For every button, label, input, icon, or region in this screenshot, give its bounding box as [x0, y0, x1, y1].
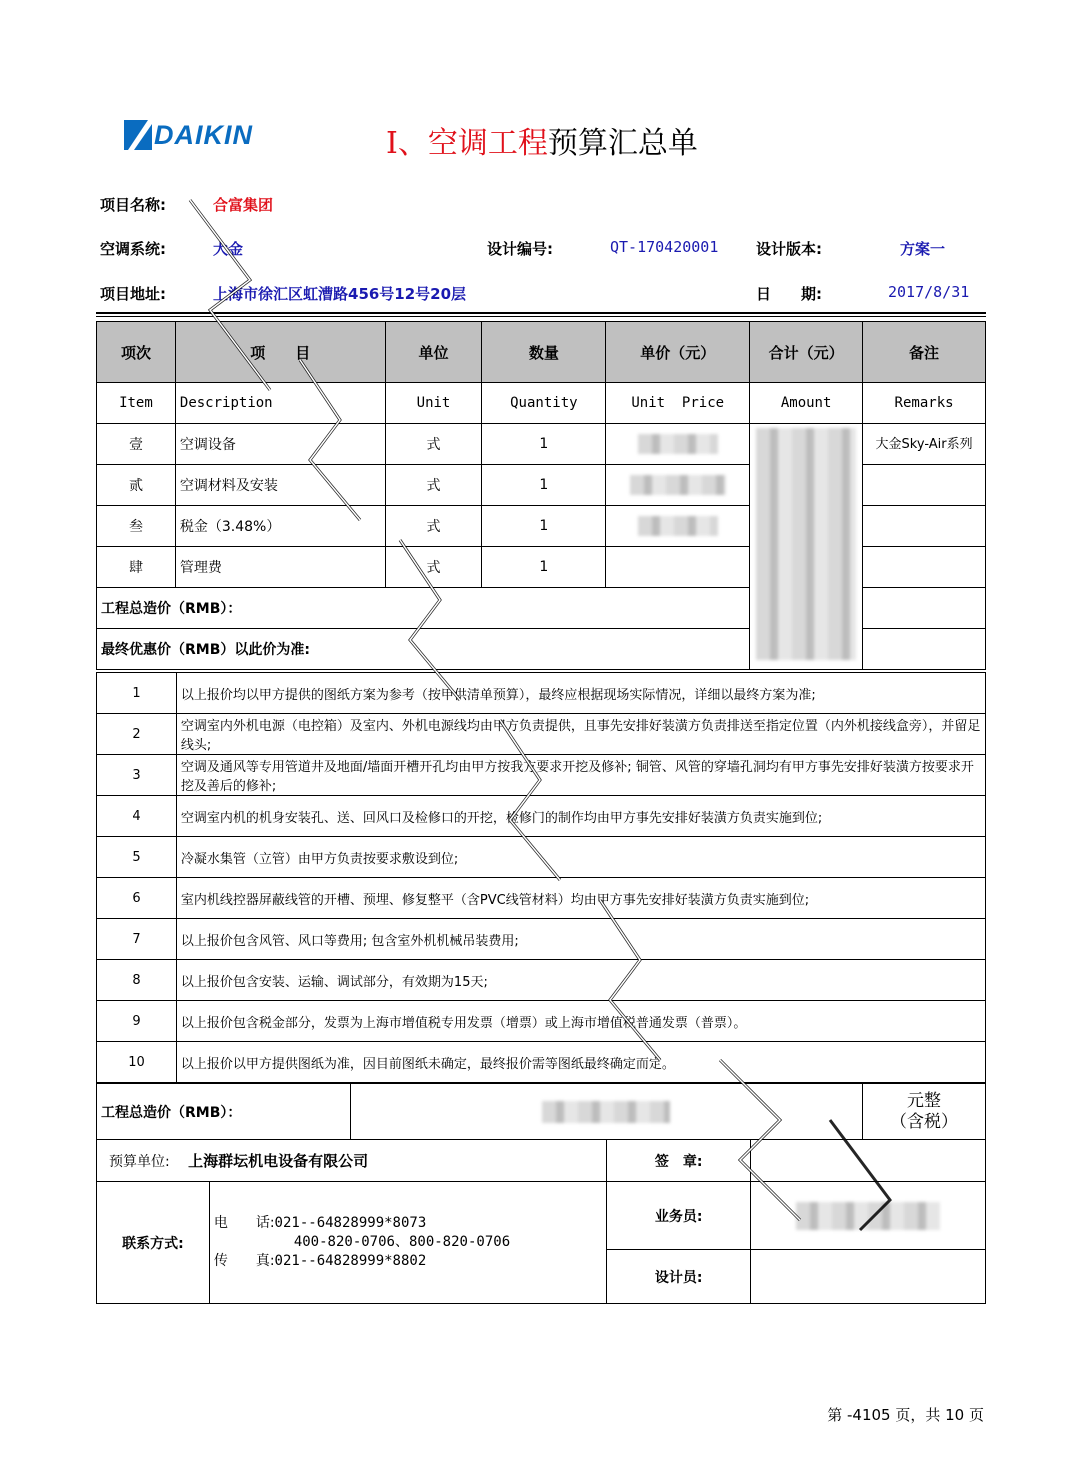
term-no: 3	[97, 755, 177, 796]
title-prefix: Ⅰ、空调工程	[386, 126, 548, 161]
row-unit: 式	[385, 424, 482, 465]
project-name-label: 项目名称:	[100, 196, 166, 214]
design-no-label: 设计编号:	[487, 240, 553, 258]
sales-redacted	[751, 1182, 986, 1250]
budget-unit-cell	[97, 1140, 607, 1182]
row-item: 壹	[97, 424, 176, 465]
system-label: 空调系统:	[100, 240, 166, 258]
header-en-qty: Quantity	[482, 383, 606, 424]
row-unit-price	[606, 547, 750, 588]
designer-label: 设计员:	[607, 1250, 751, 1304]
designer-cell	[751, 1250, 986, 1304]
fax: 021--64828999*8802	[274, 1253, 427, 1269]
term-no: 8	[97, 960, 177, 1001]
header-desc: 项 目	[175, 322, 385, 383]
summary-unit-2: （含税）	[890, 1111, 959, 1132]
table-header-cn	[97, 322, 986, 383]
header-amount: 合计（元）	[750, 322, 863, 383]
stamp-cell	[751, 1140, 986, 1182]
terms-table	[96, 672, 986, 1083]
stamp-label: 签 章:	[607, 1140, 751, 1182]
final-remarks	[863, 629, 986, 670]
system-value: 大金	[213, 240, 244, 258]
design-no: QT-170420001	[610, 238, 719, 256]
tel-label: 电 话:	[213, 1215, 275, 1231]
term-no: 4	[97, 796, 177, 837]
address-label: 项目地址:	[100, 285, 166, 303]
project-name: 合富集团	[213, 196, 274, 214]
logo-text: DAIKIN	[154, 120, 253, 150]
row-desc: 税金（3.48%）	[175, 506, 385, 547]
term-no: 6	[97, 878, 177, 919]
row-item: 肆	[97, 547, 176, 588]
design-version-label: 设计版本:	[756, 240, 822, 258]
row-desc: 空调设备	[175, 424, 385, 465]
summary-total-label: 工程总造价（RMB）：	[97, 1084, 351, 1140]
date-value: 2017/8/31	[888, 283, 970, 301]
budget-unit-label: 预算单位:	[109, 1154, 170, 1170]
budget-table	[96, 321, 986, 670]
term-text: 以上报价均以甲方提供的图纸方案为参考（按甲供清单预算），最终应根据现场实际情况，详细以最终方案为准;	[176, 673, 985, 714]
table-header-en	[97, 383, 986, 424]
term-text: 以上报价包含安装、运输、调试部分，有效期为15天;	[176, 960, 985, 1001]
row-unit-price	[606, 465, 750, 506]
row-qty: 1	[482, 547, 606, 588]
date-label: 日 期:	[756, 285, 822, 303]
header-qty: 数量	[482, 322, 606, 383]
term-text: 空调室内机的机身安装孔、送、回风口及检修口的开挖，检修门的制作均由甲方事先安排好装潢方负责实施到位;	[176, 796, 985, 837]
header-en-unit: Unit	[385, 383, 482, 424]
tel-2: 400-820-0706、800-820-0706	[293, 1234, 511, 1250]
table-row	[97, 424, 986, 465]
term-no: 5	[97, 837, 177, 878]
header-item: 项次	[97, 322, 176, 383]
total-label: 工程总造价（RMB）：	[97, 588, 750, 629]
address-value: 上海市徐汇区虹漕路456号12号20层	[213, 285, 467, 303]
summary-amount-redacted	[350, 1084, 862, 1140]
row-unit-price	[606, 424, 750, 465]
total-remarks	[863, 588, 986, 629]
header-en-item: Item	[97, 383, 176, 424]
contact-table	[96, 1139, 986, 1304]
term-text: 冷凝水集管（立管）由甲方负责按要求敷设到位;	[176, 837, 985, 878]
term-text: 空调室内外机电源（电控箱）及室内、外机电源线均由甲方负责提供，且事先安排好装潢方负责排送至指定位置（内外机接线盒旁），并留足线头;	[176, 714, 985, 755]
header-unit: 单位	[385, 322, 482, 383]
row-remarks: 大金Sky-Air系列	[863, 424, 986, 465]
sales-label: 业务员:	[607, 1182, 751, 1250]
tel-1: 021--64828999*8073	[274, 1215, 427, 1231]
term-no: 9	[97, 1001, 177, 1042]
term-text: 以上报价包含税金部分，发票为上海市增值税专用发票（增票）或上海市增值税普通发票（普票）。	[176, 1001, 985, 1042]
title-suffix: 预算汇总单	[547, 126, 698, 161]
row-qty: 1	[482, 465, 606, 506]
term-no: 7	[97, 919, 177, 960]
summary-unit	[863, 1084, 986, 1140]
term-text: 以上报价以甲方提供图纸为准，因目前图纸未确定，最终报价需等图纸最终确定而定。	[176, 1042, 985, 1083]
contact-details	[209, 1182, 607, 1304]
row-remarks	[863, 506, 986, 547]
term-text: 空调及通风等专用管道井及地面/墙面开槽开孔均由甲方按我方要求开挖及修补; 铜管、风管的穿墙孔洞均有甲方事先安排好装潢方按要求开挖及善后的修补;	[176, 755, 985, 796]
design-version: 方案一	[900, 240, 946, 258]
row-unit: 式	[385, 506, 482, 547]
row-unit: 式	[385, 547, 482, 588]
row-remarks	[863, 547, 986, 588]
row-item: 贰	[97, 465, 176, 506]
final-label: 最终优惠价（RMB）以此价为准:	[97, 629, 750, 670]
fax-label: 传 真:	[213, 1253, 275, 1269]
row-desc: 空调材料及安装	[175, 465, 385, 506]
row-desc: 管理费	[175, 547, 385, 588]
term-no: 10	[97, 1042, 177, 1083]
contact-label: 联系方式:	[97, 1182, 210, 1304]
term-text: 以上报价包含风管、风口等费用; 包含室外机机械吊装费用;	[176, 919, 985, 960]
page-number: 第 -4105 页，共 10 页	[827, 1406, 984, 1424]
header-en-amount: Amount	[750, 383, 863, 424]
summary-unit-1: 元整	[907, 1090, 942, 1111]
term-no: 2	[97, 714, 177, 755]
row-remarks	[863, 465, 986, 506]
row-item: 叁	[97, 506, 176, 547]
header-remarks: 备注	[863, 322, 986, 383]
row-qty: 1	[482, 506, 606, 547]
divider	[96, 312, 986, 314]
header-en-desc: Description	[175, 383, 385, 424]
page-title	[386, 118, 698, 162]
daikin-logo	[124, 118, 274, 154]
header-en-unit-price: Unit Price	[606, 383, 750, 424]
row-qty: 1	[482, 424, 606, 465]
budget-unit: 上海群坛机电设备有限公司	[188, 1152, 369, 1170]
term-no: 1	[97, 673, 177, 714]
summary-table	[96, 1083, 986, 1140]
header-unit-price: 单价（元）	[606, 322, 750, 383]
row-unit-price	[606, 506, 750, 547]
term-text: 室内机线控器屏蔽线管的开槽、预埋、修复整平（含PVC线管材料）均由甲方事先安排好装潢方负责实施到位;	[176, 878, 985, 919]
row-unit: 式	[385, 465, 482, 506]
amount-redacted	[750, 424, 863, 670]
header-en-remarks: Remarks	[863, 383, 986, 424]
divider	[96, 316, 986, 317]
